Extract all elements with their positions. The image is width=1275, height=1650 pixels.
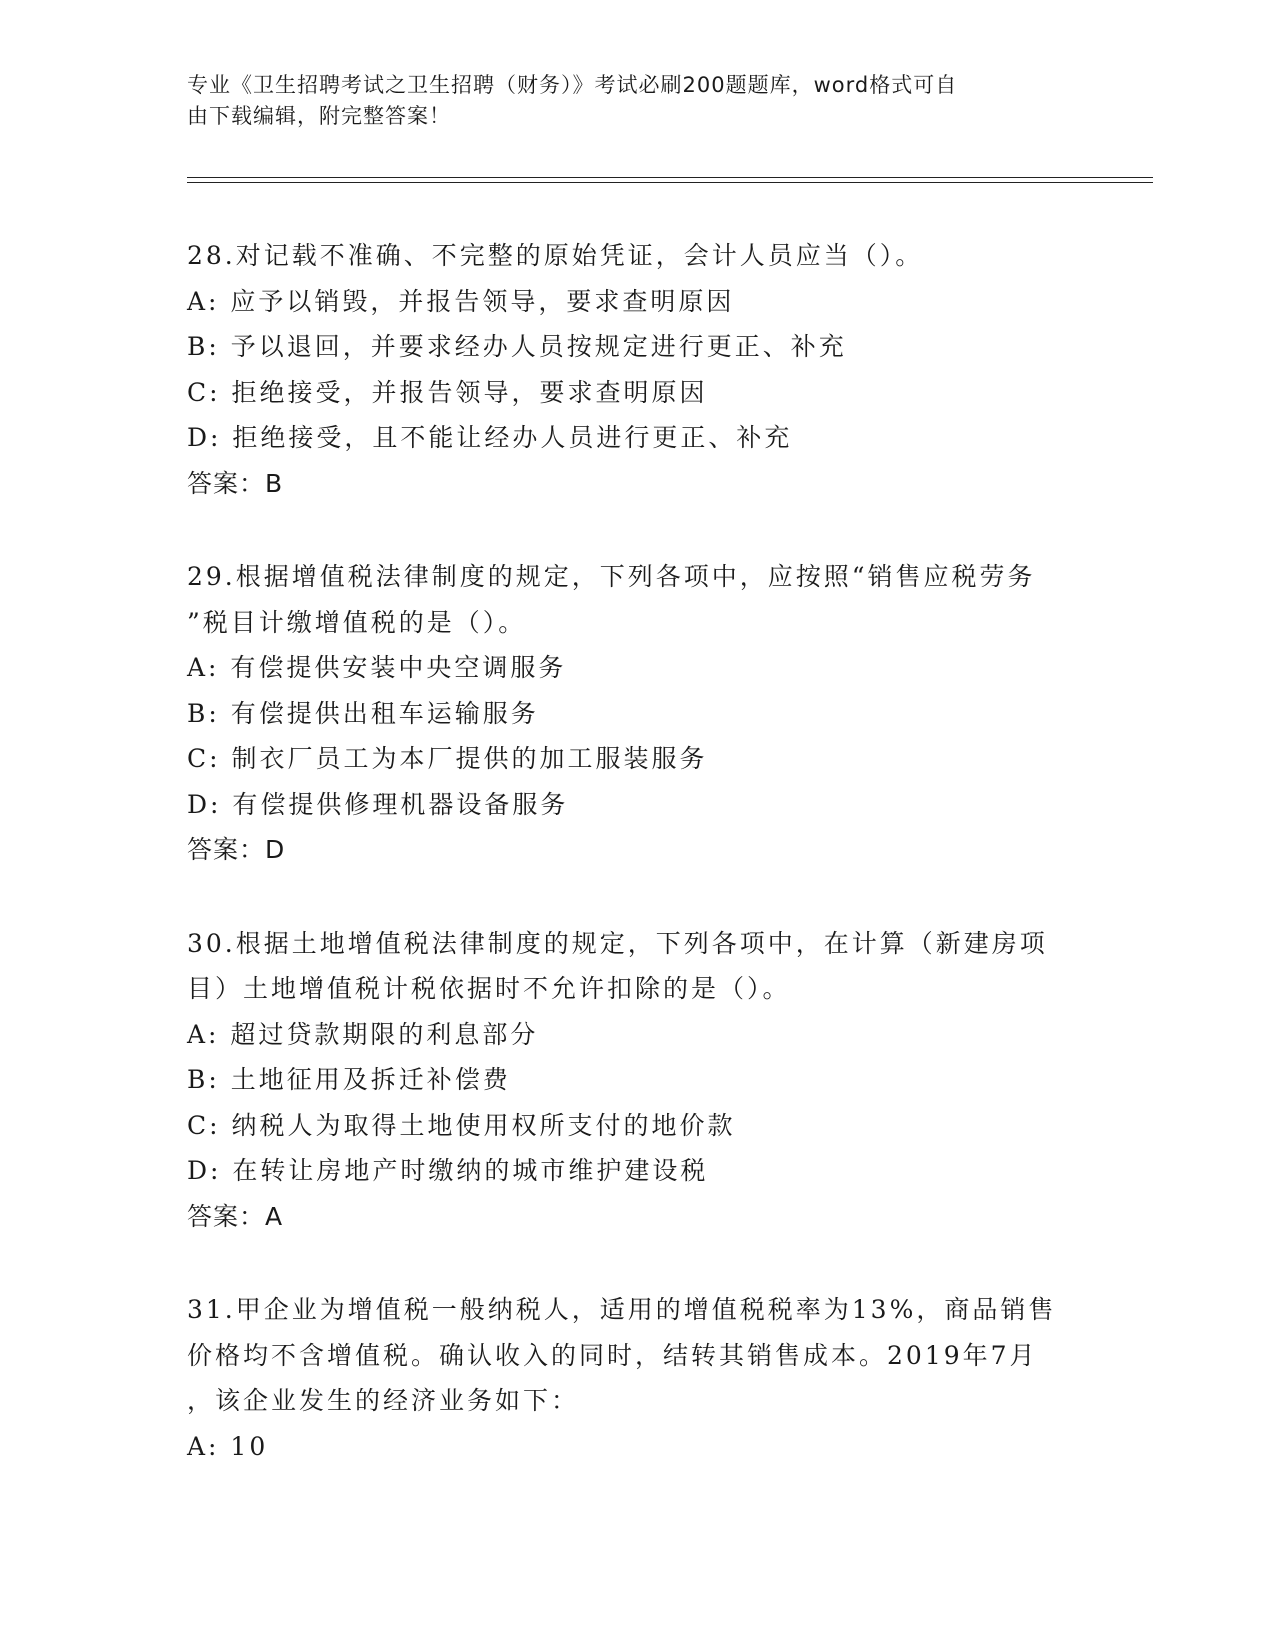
option-b: B: 土地征用及拆迁补偿费 xyxy=(187,1065,511,1094)
option-a: A: 应予以销毁，并报告领导，要求查明原因 xyxy=(187,286,735,316)
option-b: B: 予以退回，并要求经办人员按规定进行更正、补充 xyxy=(187,332,847,361)
option-a: A: 有偿提供安装中央空调服务 xyxy=(187,653,567,682)
question-31 xyxy=(187,1287,1087,1469)
question-stem-line: 28.对记载不准确、不完整的原始凭证，会计人员应当（）。 xyxy=(187,241,924,270)
question-29 xyxy=(187,554,1087,873)
option-a: A: 超过贷款期限的利息部分 xyxy=(187,1019,539,1049)
answer-line: 答案：A xyxy=(187,1201,284,1231)
question-28 xyxy=(187,233,1087,506)
question-stem-line: ”税目计缴增值税的是（）。 xyxy=(187,607,527,637)
answer-line: 答案：D xyxy=(187,835,286,864)
option-a: A: 10 xyxy=(187,1431,269,1461)
option-d: D: 有偿提供修理机器设备服务 xyxy=(187,789,569,819)
header-line-1: 专业《卫生招聘考试之卫生招聘（财务）》考试必刷200题题库，word格式可自 xyxy=(187,73,958,97)
question-30 xyxy=(187,921,1087,1240)
header-divider-top xyxy=(187,177,1153,178)
question-stem-line: 31.甲企业为增值税一般纳税人，适用的增值税税率为13%，商品销售 xyxy=(187,1295,1057,1324)
option-b: B: 有偿提供出租车运输服务 xyxy=(187,698,539,728)
option-c: C: 制衣厂员工为本厂提供的加工服装服务 xyxy=(187,744,708,773)
answer-line: 答案：B xyxy=(187,468,284,498)
question-stem-line: ，该企业发生的经济业务如下： xyxy=(187,1386,580,1415)
option-d: D: 在转让房地产时缴纳的城市维护建设税 xyxy=(187,1156,709,1185)
header-divider-bottom xyxy=(187,182,1153,183)
header-line-2: 由下载编辑，附完整答案！ xyxy=(187,104,451,128)
option-c: C: 拒绝接受，并报告领导，要求查明原因 xyxy=(187,377,708,407)
question-stem-line: 价格均不含增值税。确认收入的同时，结转其销售成本。2019年7月 xyxy=(187,1340,1038,1370)
question-stem-line: 30.根据土地增值税法律制度的规定，下列各项中，在计算（新建房项 xyxy=(187,928,1048,958)
option-d: D: 拒绝接受，且不能让经办人员进行更正、补充 xyxy=(187,423,793,452)
question-list xyxy=(187,233,1087,1517)
option-c: C: 纳税人为取得土地使用权所支付的地价款 xyxy=(187,1110,736,1140)
question-stem-line: 目）土地增值税计税依据时不允许扣除的是（）。 xyxy=(187,974,791,1003)
document-header xyxy=(187,70,1067,132)
question-stem-line: 29.根据增值税法律制度的规定，下列各项中，应按照“销售应税劳务 xyxy=(187,562,1036,591)
